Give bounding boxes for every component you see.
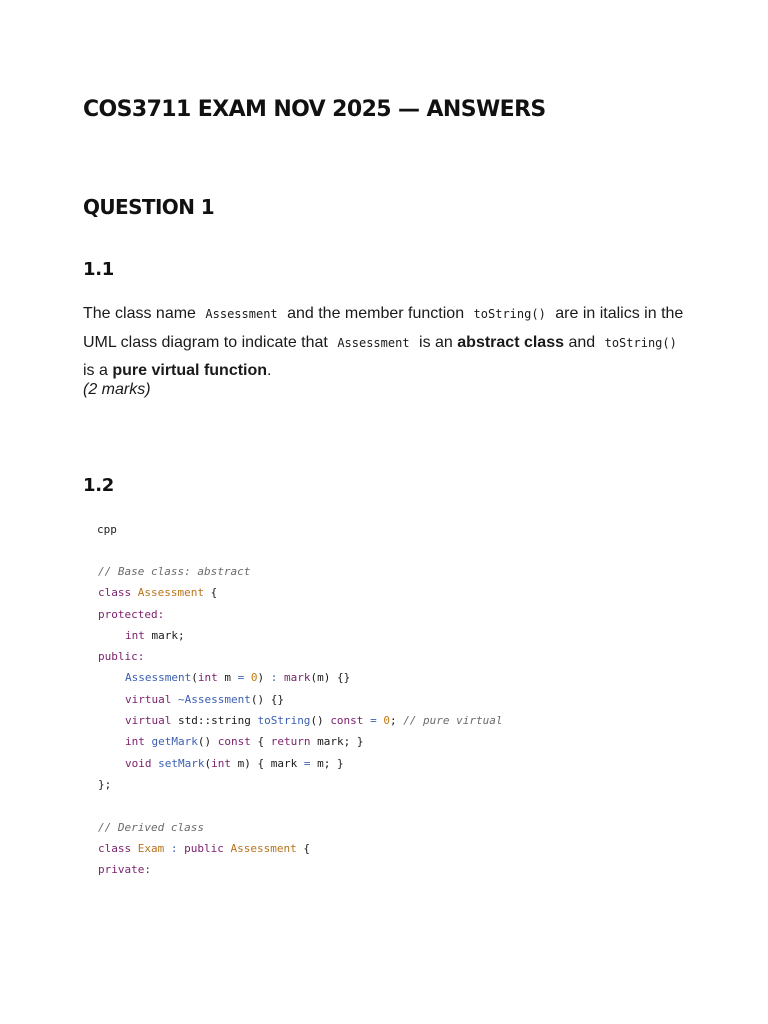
code-line	[98, 817, 503, 838]
code-function: mark	[283, 671, 311, 685]
code-type: Exam	[137, 841, 165, 855]
bold-term: abstract class	[457, 333, 564, 351]
answer-text: is a	[83, 362, 108, 379]
code-text: m	[217, 671, 238, 685]
code-text: {	[250, 735, 271, 749]
inline-code: Assessment	[337, 335, 410, 350]
code-text	[171, 693, 178, 706]
code-line	[98, 667, 503, 688]
code-line	[98, 604, 503, 625]
code-text: {	[296, 841, 310, 855]
code-line-blank	[98, 795, 503, 816]
code-text: (m) {}	[310, 671, 351, 685]
code-keyword: return	[270, 735, 311, 749]
code-keyword: int	[211, 756, 231, 770]
code-line	[98, 753, 503, 774]
code-text	[145, 735, 152, 748]
code-text: () {}	[250, 692, 284, 706]
code-block	[98, 561, 503, 880]
question-heading: QUESTION 1	[83, 195, 215, 219]
code-operator: :	[270, 671, 278, 685]
code-operator: =	[370, 714, 377, 728]
answer-text: is an	[419, 333, 453, 351]
code-keyword: int	[125, 735, 145, 749]
document-title: COS3711 EXAM NOV 2025 — ANSWERS	[83, 97, 546, 122]
section-heading-1-1: 1.1	[83, 259, 114, 280]
code-keyword: public	[184, 841, 224, 855]
code-text	[131, 842, 138, 855]
code-function: toString	[257, 714, 311, 728]
code-keyword: class	[98, 586, 132, 600]
code-operator: :	[170, 841, 178, 855]
code-text: ;	[389, 714, 404, 728]
code-text	[244, 671, 251, 684]
code-line	[98, 561, 503, 582]
code-keyword: void	[125, 756, 152, 770]
section-heading-1-2: 1.2	[83, 475, 114, 496]
code-number: 0	[250, 671, 258, 685]
code-text: (	[191, 671, 198, 685]
answer-text: .	[267, 362, 272, 379]
marks-label: (2 marks)	[83, 381, 151, 398]
inline-code: toString()	[604, 335, 677, 350]
code-keyword: virtual	[125, 714, 172, 728]
code-function: Assessment	[125, 671, 192, 685]
code-function: getMark	[151, 735, 198, 749]
code-keyword: const	[330, 714, 364, 728]
answer-paragraph-1-1	[83, 300, 695, 385]
code-comment: // Base class: abstract	[98, 565, 251, 578]
code-operator: =	[237, 671, 245, 685]
code-keyword: int	[125, 628, 145, 642]
code-operator: =	[303, 756, 311, 770]
code-keyword: private:	[98, 863, 151, 877]
inline-code: toString()	[473, 307, 546, 321]
code-line	[98, 582, 503, 603]
code-text: std::string	[171, 714, 258, 728]
code-text: ()	[197, 735, 218, 749]
code-line	[98, 710, 503, 731]
code-type: Assessment	[230, 841, 297, 855]
code-text: (	[204, 756, 212, 770]
inline-code: Assessment	[205, 307, 278, 321]
code-text: };	[98, 777, 112, 791]
code-line	[98, 731, 503, 752]
code-line	[98, 625, 503, 646]
code-function: ~Assessment	[177, 692, 251, 706]
code-comment: // Derived class	[98, 820, 204, 834]
bold-term: pure virtual function	[112, 362, 268, 379]
code-line	[98, 859, 503, 880]
answer-text: The class name	[83, 305, 196, 322]
code-keyword: public:	[98, 650, 145, 664]
code-line	[98, 646, 503, 667]
code-text	[277, 671, 284, 684]
code-line	[98, 774, 503, 795]
code-text: ()	[310, 714, 331, 728]
code-text	[164, 842, 171, 855]
code-function: setMark	[158, 756, 205, 770]
code-keyword: const	[217, 735, 251, 749]
code-text	[224, 842, 231, 855]
code-text: m; }	[310, 756, 344, 770]
code-line	[98, 838, 503, 859]
code-text: )	[257, 671, 271, 685]
code-text: mark;	[144, 628, 185, 642]
code-keyword: int	[197, 671, 218, 685]
code-number: 0	[383, 714, 390, 728]
code-keyword: protected:	[98, 607, 165, 621]
answer-text: and the member function	[287, 305, 465, 322]
answer-text: and	[568, 333, 596, 351]
code-keyword: class	[98, 841, 132, 855]
code-text: {	[203, 586, 218, 600]
code-type: Assessment	[137, 586, 204, 600]
code-language-label: cpp	[97, 523, 117, 536]
code-text: mark; }	[310, 735, 364, 749]
code-text: m) { mark	[230, 756, 304, 770]
code-comment: // pure virtual	[403, 714, 503, 728]
code-keyword: virtual	[125, 692, 172, 706]
answer-text: are in italics in the UML class diagram to indicate that	[83, 305, 684, 351]
code-line	[98, 689, 503, 710]
